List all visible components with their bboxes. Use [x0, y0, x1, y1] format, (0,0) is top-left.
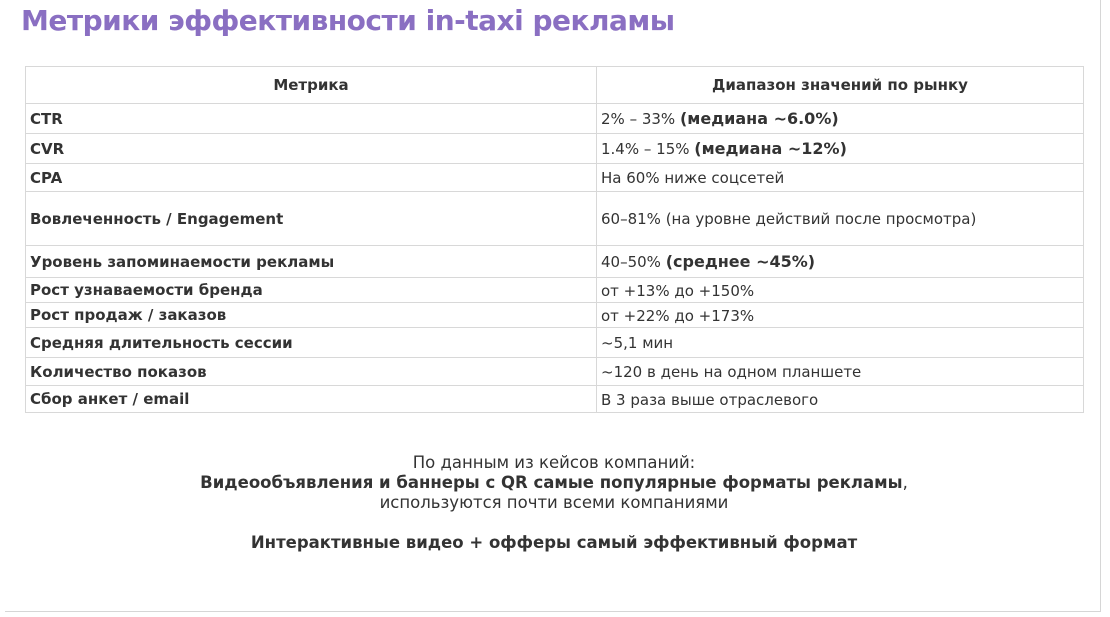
footer-line-1: По данным из кейсов компаний: [412, 453, 696, 472]
table-row [26, 192, 1084, 246]
metric-value: 2% – 33% (медиана ~6.0%) [597, 104, 1084, 134]
table-row [26, 246, 1084, 278]
table-row [26, 328, 1084, 358]
table-row [26, 164, 1084, 192]
metric-name: Рост продаж / заказов [26, 303, 597, 328]
metric-value: 60–81% (на уровне действий после просмотра) [597, 192, 1084, 246]
footer-line-3: используются почти всеми компаниями [379, 493, 729, 512]
metrics-table [25, 66, 1084, 413]
metric-name: Уровень запоминаемости рекламы [26, 246, 597, 278]
table-row [26, 104, 1084, 134]
metric-name: Средняя длительность сессии [26, 328, 597, 358]
metric-value: ~5,1 мин [597, 328, 1084, 358]
table-row [26, 303, 1084, 328]
metric-name: Количество показов [26, 358, 597, 386]
metric-name: Вовлеченность / Engagement [26, 192, 597, 246]
table-row [26, 358, 1084, 386]
table-row [26, 134, 1084, 164]
metric-value: В 3 раза выше отраслевого [597, 386, 1084, 413]
column-header-metric: Метрика [26, 67, 597, 104]
metric-value: 1.4% – 15% (медиана ~12%) [597, 134, 1084, 164]
metric-name: CTR [26, 104, 597, 134]
metric-name: Рост узнаваемости бренда [26, 278, 597, 303]
metric-name: CPA [26, 164, 597, 192]
metric-value: ~120 в день на одном планшете [597, 358, 1084, 386]
footer-line-2: Видеообъявления и баннеры с QR самые популярные форматы рекламы, [200, 473, 908, 492]
footer-line-4: Интерактивные видео + офферы самый эффективный формат [250, 533, 858, 552]
column-header-range: Диапазон значений по рынку [597, 67, 1084, 104]
metric-name: Сбор анкет / email [26, 386, 597, 413]
table-row [26, 278, 1084, 303]
table-row [26, 386, 1084, 413]
metric-name: CVR [26, 134, 597, 164]
metric-value: от +13% до +150% [597, 278, 1084, 303]
metric-value: от +22% до +173% [597, 303, 1084, 328]
page-title: Метрики эффективности in-taxi рекламы [21, 4, 675, 37]
metric-value: 40–50% (среднее ~45%) [597, 246, 1084, 278]
metric-value: На 60% ниже соцсетей [597, 164, 1084, 192]
table-header-row [26, 67, 1084, 104]
